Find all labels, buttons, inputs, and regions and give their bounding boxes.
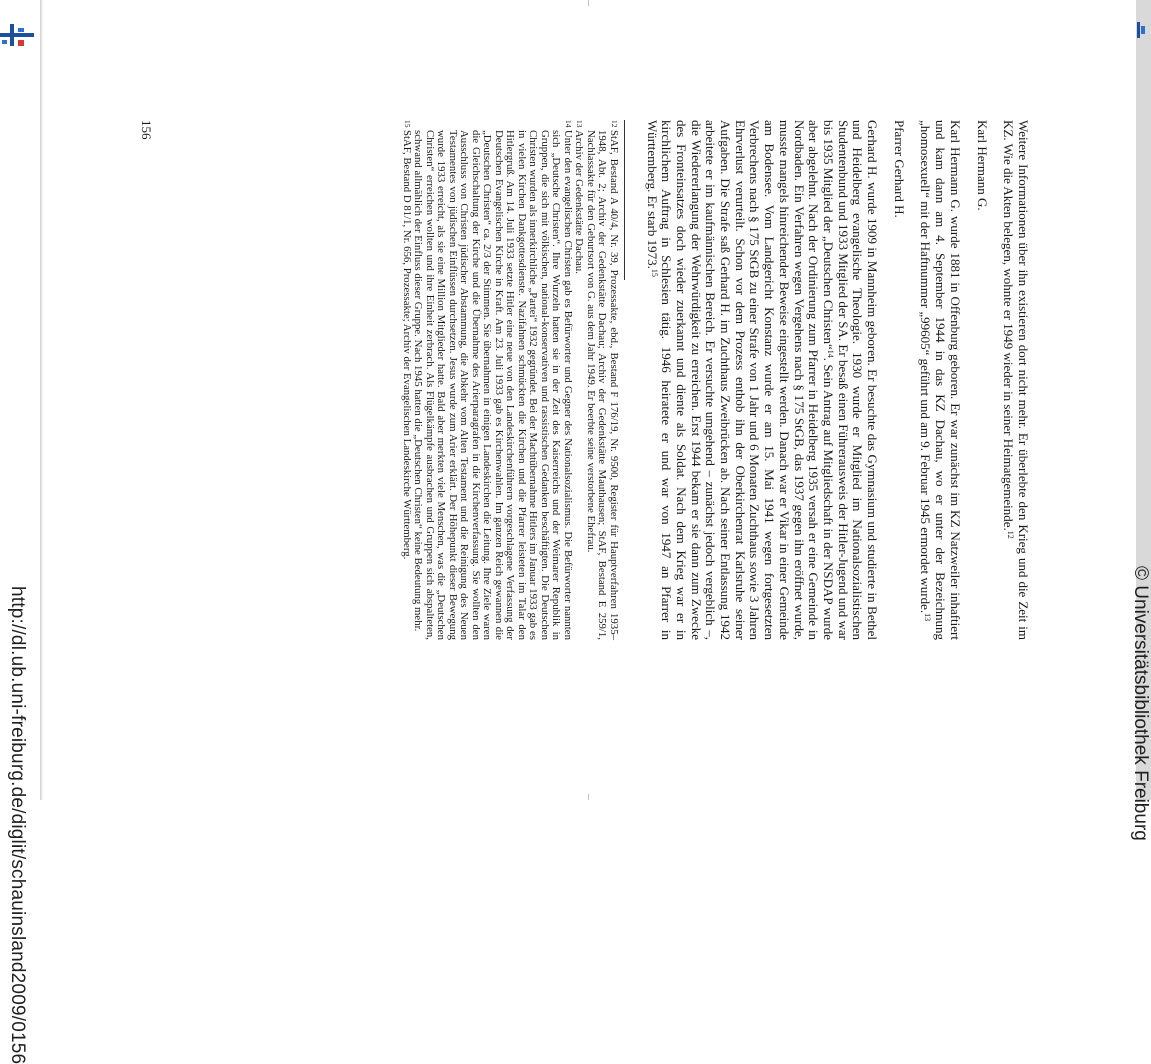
footnote-marker: 13 [923,613,933,622]
copyright-stamp: © Universitätsbibliothek Freiburg [1130,566,1151,841]
library-logo-icon [0,20,34,50]
source-url-stamp: http://dl.ub.uni-freiburg.de/diglit/schauinsland2009/0156 [7,586,28,1064]
section-paragraph: Karl Hermann G. wurde 1881 in Offenburg geboren. Er war zunächst im KZ Natzweiler inhaftiert und kam dann am 4. September 1944 in das KZ Dachau, wo er unter der Bezeichnung „homosexuell“ mit der Haftnummer „99605“ geführt und am 9. Februar 1945 ermordet wurde.$^{13}$ [918,120,963,640]
footnote-marker: 14 [825,349,835,358]
footnote-divider [624,120,625,280]
footnote-marker: 12 [1006,530,1016,539]
footnote: 12 StAF, Bestand A 40/4, Nr. 39, Prozessakte, ebd., Bestand F 176/19, Nr. 9500, Register für Hauptverfahren 1935–1948, Abt. 2; Archiv der Gedenkstätte Dachau; Archiv der Gedenkstätte Mauthausen; StAF, Bestand E 259/1, Nachlassakte für den Geburtsort von G. aus dem Jahr 1949. Er beerbte seine verstorbene Ehefrau. [584,120,620,640]
section-heading: Karl Hermann G. [974,120,990,211]
crop-mark [588,794,589,800]
page-number: 156 [139,120,154,140]
library-logo-icon [1136,20,1146,40]
crop-mark [588,0,589,6]
section-paragraph: Gerhard H. wurde 1909 in Mannheim geboren. Er besuchte das Gymnasium und studierte in Bethel und Heidelberg evangelische Theologie. 1930 wurde er Mitglied im Nationalsozialistischen Studentenbund und 1933 Mitglied der SA. Er besaß einen Führerausweis der Hitler-Jugend und war bis 1935 Mitglied der „Deutschen Christen“$^{14}$. Sein Antrag auf Mitgliedschaft in der NSDAP wurde aber abgelehnt. Nach der Ordinierung zum Pfarrer in Heidelberg 1935 versah er eine Gemeinde in Nordbaden. Ein Verfahren wegen Vergehens nach § 175 StGB, das 1937 gegen ihn eröffnet wurde, musste mangels hinreichender Beweise eingestellt werden. Danach war er Vikar in einer Gemeinde am Bodensee. Vom Landgericht Konstanz wurde er am 15. Mai 1941 wegen fortgesetzten Verbrechens nach § 175 StGB zu einer Strafe von 1 Jahr und 6 Monaten Zuchthaus sowie 3 Jahren Ehrverlust verurteilt. Schon vor dem Prozess enthob ihn der Oberkirchenrat Karlsruhe seiner Aufgaben. Die Strafe saß Gerhard H. im Zuchthaus Zweibrücken ab. Nach seiner Entlassung 1942 arbeitete er im kaufmännischen Bereich. Er versuchte umgehend – zunächst jedoch vergeblich –, die Wiedererlangung der Wehrwürdigkeit zu erreichen. Erst 1944 bekam er sie dann zum Zwecke des Fronteinsatzes doch wieder zuerkannt und diente als Soldat. Nach dem Krieg war er in kirchlichem Auftrag in Schlesien tätig. 1946 heiratete er und war von 1947 an Pfarrer in Württemberg. Er starb 1973.15 [644,120,881,640]
page-edge-shadow [40,0,43,800]
section-heading: Pfarrer Gerhard H. [891,120,907,218]
footnote: 14 Unter den evangelischen Christen gab es Befürworter und Gegner des Nationalsozialismus. Die Befürworter nannten sich „Deutsche Christen“. Ihre Wurzeln hatten sie in der Zeit des Kaiserreichs und der Weimarer Republik in Gruppen, die sich mit völkischen, national-konservativen und rassistischen Gedanken beschäftigten. Die Deutschen Christen wurden als innerkirchliche „Partei“ 1932 gegründet. Bei der Machtübernahme Hitlers im Januar 1933 gab es in vielen Kirchen Dankgottesdienste. Nazifahnen schmückten die Kirchen und die Pfarrer leisteten im Talar den Hitlergruß. Am 14. Juli 1933 setzte Hitler eine neue von den Landeskirchenführern vorgeschlagene Verfassung der Deutschen Evangelischen Kirche in Kraft. Am 23. Juli 1933 gab es Kirchenwahlen. Im ganzen Reich gewannen die „Deutschen Christen“ ca. 2/3 der Stimmen. Sie übernahmen in einigen Landeskirchen die Leitung. Ihre Ziele waren die Gleichschaltung der Kirche und die Übernahme des Arierparagrafen in die Kirchenverfassung. Sie wollten den Ausschluss von Christen jüdischer Abstammung, die Abkehr vom Alten Testament und die Reinigung des Neuen Testamentes von jüdischen Einflüssen durchsetzen. Jesus wurde zum Arier erklärt. Der Höhepunkt dieser Bewegung wurde 1933 erreicht, als sie eine Million Mitglieder hatte. Bald aber merkten viele Menschen, was die „Deutschen Christen“ erreichen wollten und ihre Einheit zerbrach. Als Flügelkämpfe ausbrachen und Gruppen sich abspalteten, schwand allmählich der Einfluss dieser Gruppe. Nach 1945 hatten die „Deutschen Christen“ keine Bedeutung mehr. [412,120,574,640]
footnote: 13 Archiv der Gedenkstätte Dachau. [573,120,586,274]
footnote: 15 StAF, Bestand D 81/1, Nr. 656, Prozessakte; Archiv der Evangelischen Landeskirche Württemberg. [400,120,413,560]
intro-paragraph: Weitere Informationen über ihn existieren dort nicht mehr. Er überlebte den Krieg und die Zeit im KZ. Wie die Akten belegen, wohnte er 1949 wieder in seiner Heimatgemeinde.$^{12}$ [1001,120,1031,640]
book-page [110,120,1030,640]
footnote-marker: 15 [649,268,659,277]
